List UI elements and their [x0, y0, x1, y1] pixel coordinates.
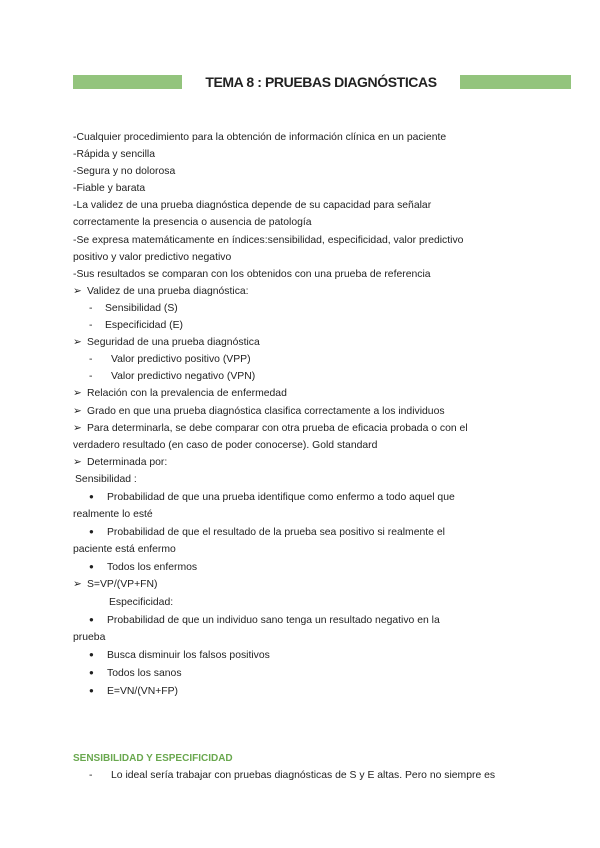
- arrow-icon: ➢: [73, 456, 82, 468]
- dash-item: [73, 300, 528, 317]
- bullet-item-text: Todos los enfermos: [107, 562, 198, 574]
- text-line: -Fiable y barata: [73, 183, 146, 195]
- text-line: paciente está enfermo: [73, 544, 176, 556]
- subsection-label-especificidad: Especificidad:: [109, 596, 174, 608]
- header-bar-left: [73, 75, 182, 89]
- dash-item-text: Valor predictivo negativo (VPN): [111, 371, 256, 383]
- document-body: [73, 129, 528, 784]
- text-line: correctamente la presencia o ausencia de patología: [73, 217, 312, 229]
- section-heading: SENSIBILIDAD Y ESPECIFICIDAD: [73, 753, 233, 765]
- text-line: -Cualquier procedimiento para la obtención de información clínica en un paciente: [73, 132, 447, 143]
- dash-icon: -: [89, 371, 93, 383]
- text-line: prueba: [73, 631, 106, 643]
- bullet-item: [73, 558, 528, 576]
- text-line: -Rápida y sencilla: [73, 149, 156, 161]
- header-bar-right: [460, 75, 571, 89]
- bullet-icon: ●: [89, 491, 94, 501]
- dash-item: [73, 317, 528, 334]
- dash-item: [73, 767, 528, 784]
- arrow-item-text: Grado en que una prueba diagnóstica clasifica correctamente a los individuos: [87, 405, 445, 417]
- formula-sensibilidad: S=VP/(VP+FN): [87, 579, 158, 591]
- dash-item-text: Sensibilidad (S): [105, 302, 178, 314]
- arrow-icon: ➢: [73, 405, 82, 417]
- arrow-icon: ➢: [73, 285, 82, 297]
- dash-item: [73, 351, 528, 368]
- arrow-icon: ➢: [73, 579, 82, 591]
- arrow-item-text: Relación con la prevalencia de enfermedad: [87, 388, 287, 400]
- arrow-item-text: Determinada por:: [87, 456, 168, 468]
- bullet-icon: ●: [89, 562, 94, 572]
- bullet-icon: ●: [89, 527, 94, 537]
- text-line: -Segura y no dolorosa: [73, 166, 176, 178]
- arrow-item: [73, 403, 528, 420]
- bullet-item: [73, 646, 528, 664]
- text-line: positivo y valor predictivo negativo: [73, 251, 232, 263]
- text-line: -Sus resultados se comparan con los obtenidos con una prueba de referencia: [73, 268, 431, 280]
- text-line: -La validez de una prueba diagnóstica depende de su capacidad para señalar: [73, 200, 432, 212]
- bullet-item-text: Probabilidad de que una prueba identifique como enfermo a todo aquel que: [107, 491, 455, 503]
- arrow-icon: ➢: [73, 422, 82, 434]
- text-line: verdadero resultado (en caso de poder conocerse). Gold standard: [73, 439, 378, 451]
- dash-icon: -: [89, 770, 93, 782]
- dash-icon: -: [89, 302, 93, 314]
- arrow-item: [73, 283, 528, 300]
- arrow-item: [73, 420, 528, 437]
- bullet-item: [73, 682, 528, 700]
- bullet-icon: ●: [89, 649, 94, 659]
- bullet-item-text: Probabilidad de que un individuo sano tenga un resultado negativo en la: [107, 614, 440, 626]
- bullet-icon: ●: [89, 614, 94, 624]
- arrow-icon: ➢: [73, 388, 82, 400]
- bullet-item: [73, 664, 528, 682]
- bullet-item: [73, 523, 528, 541]
- bullet-item: [73, 488, 528, 506]
- arrow-item: [73, 576, 528, 593]
- arrow-item-text: Para determinarla, se debe comparar con otra prueba de eficacia probada o con el: [87, 422, 468, 434]
- bullet-icon: ●: [89, 686, 94, 695]
- arrow-item: [73, 385, 528, 402]
- bullet-item-text: Probabilidad de que el resultado de la prueba sea positivo si realmente el: [107, 527, 445, 539]
- arrow-item: [73, 334, 528, 351]
- subsection-label-sensibilidad: Sensibilidad :: [75, 473, 137, 485]
- dash-icon: -: [89, 354, 93, 366]
- bullet-item-text: Busca disminuir los falsos positivos: [107, 649, 270, 661]
- text-line: -Se expresa matemáticamente en índices:sensibilidad, especificidad, valor predictivo: [73, 234, 464, 246]
- arrow-item: [73, 454, 528, 471]
- spacer: [73, 700, 528, 734]
- bullet-item: [73, 611, 528, 629]
- dash-item-text: Especificidad (E): [105, 320, 183, 332]
- page-title: TEMA 8 : PRUEBAS DIAGNÓSTICAS: [205, 74, 437, 90]
- dash-item: [73, 368, 528, 385]
- dash-icon: -: [89, 320, 93, 332]
- text-line: realmente lo esté: [73, 509, 153, 521]
- bullet-item-text: Todos los sanos: [107, 667, 182, 679]
- dash-item-text: Valor predictivo positivo (VPP): [111, 354, 251, 366]
- formula-especificidad: E=VN/(VN+FP): [107, 686, 179, 697]
- bullet-icon: ●: [89, 667, 94, 677]
- arrow-item-text: Seguridad de una prueba diagnóstica: [87, 337, 260, 349]
- dash-item-text: Lo ideal sería trabajar con pruebas diagnósticas de S y E altas. Pero no siempre es: [111, 770, 496, 782]
- arrow-icon: ➢: [73, 337, 82, 349]
- arrow-item-text: Validez de una prueba diagnóstica:: [87, 285, 249, 297]
